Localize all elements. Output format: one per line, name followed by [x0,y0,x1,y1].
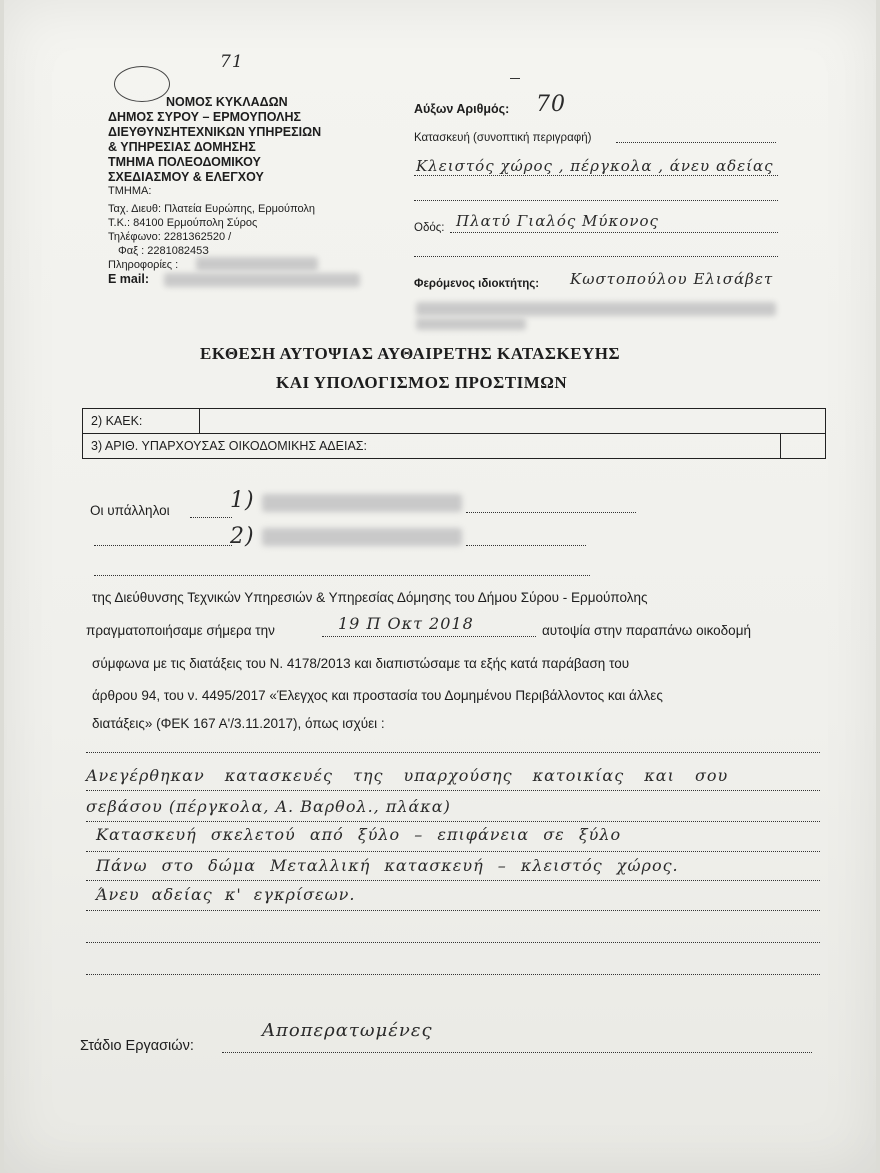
paragraph-line-2b: αυτοψία στην παραπάνω οικοδομή [542,623,751,638]
paragraph-line-3: σύμφωνα με τις διατάξεις του Ν. 4178/2013 και διαπιστώσαμε τα εξής κατά παράβαση του [92,656,630,671]
employee-1-line [466,512,636,513]
findings-line-0 [86,752,820,753]
construction-line-2 [414,200,778,201]
redacted-info [196,257,318,271]
findings-line-7 [86,974,820,975]
street-line [450,232,778,233]
table-row [83,409,826,434]
findings-line-1 [86,790,820,791]
phone: Τηλέφωνο: 2281362520 / [108,231,232,243]
finding-5: Άνευ αδείας κ' εγκρίσεων. [96,885,356,904]
info-label: Πληροφορίες : [108,259,179,271]
kaek-value [200,409,826,434]
finding-1: Ανεγέρθηκαν κατασκευές της υπαρχούσης κατοικίας και σου [86,766,729,785]
date-line [322,636,536,637]
redacted-owner-details-2 [416,318,526,330]
paragraph-line-5: διατάξεις» (ΦΕΚ 167 Α'/3.11.2017), όπως ισχύει : [92,716,385,731]
employee-2-dots [94,545,232,546]
header-ypiresia: & ΥΠΗΡΕΣΙΑΣ ΔΟΜΗΣΗΣ [108,140,256,154]
postal-code: Τ.Κ.: 84100 Ερμούπολη Σύρος [108,217,258,229]
finding-3: Κατασκευή σκελετού από ξύλο – επιφάνεια σε ξύλο [96,825,622,844]
construction-dots [616,142,776,143]
owner-value: Κωστοπούλου Ελισάβετ [570,270,774,288]
document-page [4,0,876,1173]
stage-label: Στάδιο Εργασιών: [80,1038,194,1054]
redacted-owner-details-1 [416,302,776,316]
findings-line-3 [86,851,820,852]
serial-label: Αύξων Αριθμός: [414,102,510,116]
header-dieuthynsi: ΔΙΕΥΘΥΝΣΗΤΕΧΝΙΚΩΝ ΥΠΗΡΕΣΙΩΝ [108,125,322,139]
permit-value [780,434,825,459]
report-title-line-1: ΕΚΘΕΣΗ ΑΥΤΟΨΙΑΣ ΑΥΘΑΙΡΕΤΗΣ ΚΑΤΑΣΚΕΥΗΣ [200,344,621,363]
findings-line-6 [86,942,820,943]
employees-line-3 [94,575,590,576]
paragraph-line-2a: πραγματοποιήσαμε σήμερα την [86,623,275,638]
serial-mark [510,78,520,79]
employees-dots [190,517,232,518]
tmima-label: ΤΜΗΜΑ: [108,185,152,197]
header-dimos: ΔΗΜΟΣ ΣΥΡΟΥ – ΕΡΜΟΥΠΟΛΗΣ [108,110,301,124]
paragraph-line-4: άρθρου 94, του ν. 4495/2017 «Έλεγχος και προστασία του Δομημένου Περιβάλλοντος και άλλες [92,688,663,703]
finding-4: Πάνω στο δώμα Μεταλλική κατασκευή – κλειστός χώρος. [96,856,679,875]
street-label: Οδός: [414,222,445,234]
finding-2: σεβάσου (πέργκολα, Α. Βαρθολ., πλάκα) [86,797,451,816]
employee-1-number: 1) [230,488,255,513]
employee-2-number: 2) [230,524,255,549]
construction-label: Κατασκευή (συνοπτική περιγραφή) [414,132,592,144]
contact-block [108,184,315,258]
serial-value: 70 [536,92,566,117]
employee-2-line [466,545,586,546]
construction-line-1 [414,175,778,176]
inspection-date: 19 Π Οκτ 2018 [338,614,474,633]
owner-label: Φερόμενος ιδιοκτήτης: [414,278,540,290]
fax: Φαξ : 228108245З [118,245,209,257]
redacted-employee-2 [262,528,462,546]
permit-label: 3) ΑΡΙΘ. ΥΠΑΡΧΟΥΣΑΣ ΟΙΚΟΔΟΜΙΚΗΣ ΑΔΕΙΑΣ: [83,434,781,459]
stage-value: Αποπερατωμένες [262,1020,433,1041]
stage-line [222,1052,812,1053]
redacted-email [164,273,360,287]
email-label: E mail: [108,272,149,286]
findings-line-4 [86,880,820,881]
table-row [83,434,826,459]
property-table [82,408,826,459]
address: Ταχ. Διευθ: Πλατεία Ευρώπης, Ερμούπολη [108,203,316,215]
authority-header [108,95,321,185]
header-tmima: ΤΜΗΜΑ ΠΟΛΕΟΔΟΜΙΚΟΥ [108,155,261,169]
construction-value: Κλειστός χώρος , πέργκολα , άνευ αδείας [416,157,774,175]
header-sxediasmou: ΣΧΕΔΙΑΣΜΟΥ & ΕΛΕΓΧΟΥ [108,170,264,184]
findings-line-2 [86,821,820,822]
report-title-line-2: ΚΑΙ ΥΠΟΛΟΓΙΣΜΟΣ ΠΡΟΣΤΙΜΩΝ [276,373,568,392]
redacted-employee-1 [262,494,462,512]
paragraph-line-1: της Διεύθυνσης Τεχνικών Υπηρεσιών & Υπηρεσίας Δόμησης του Δήμου Σύρου - Ερμούπολης [92,590,648,605]
kaek-label: 2) ΚΑΕΚ: [83,409,200,434]
street-line-2 [414,256,778,257]
findings-line-5 [86,910,820,911]
page-number: 71 [220,52,244,72]
header-nomos: ΝΟΜΟΣ ΚΥΚΛΑΔΩΝ [166,95,288,109]
street-value: Πλατύ Γιαλός Μύκονος [456,212,659,230]
employees-label: Οι υπάλληλοι [90,503,170,518]
